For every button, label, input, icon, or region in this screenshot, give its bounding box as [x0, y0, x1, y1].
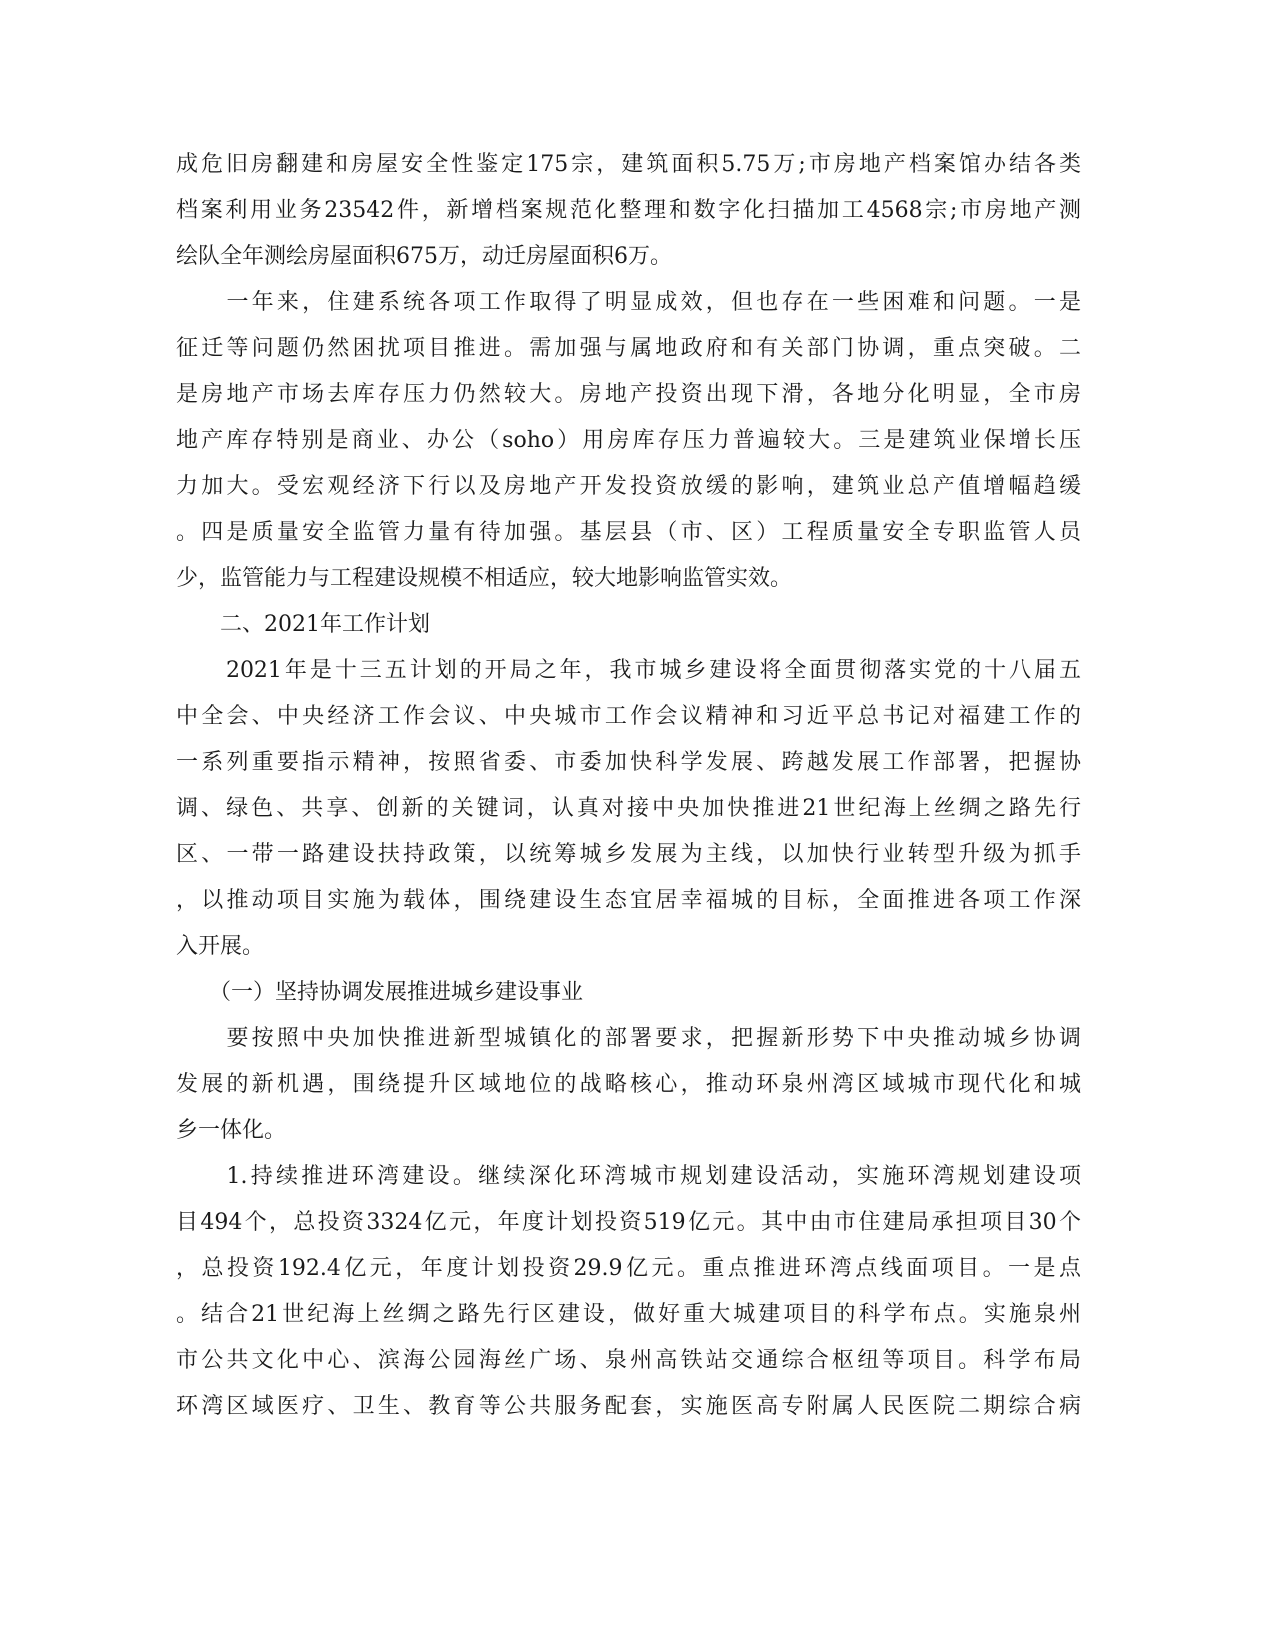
text-line: 市公共文化中心、滨海公园海丝广场、泉州高铁站交通综合枢纽等项目。科学布局 — [176, 1348, 1081, 1373]
text-line: 征迁等问题仍然困扰项目推进。需加强与属地政府和有关部门协调，重点突破。二 — [176, 336, 1081, 361]
text-line: 。结合21世纪海上丝绸之路先行区建设，做好重大城建项目的科学布点。实施泉州 — [176, 1302, 1081, 1327]
text-line: 区、一带一路建设扶持政策，以统筹城乡发展为主线，以加快行业转型升级为抓手 — [176, 842, 1081, 867]
text-line: 力加大。受宏观经济下行以及房地产开发投资放缓的影响，建筑业总产值增幅趋缓 — [176, 474, 1081, 499]
text-line: 一系列重要指示精神，按照省委、市委加快科学发展、跨越发展工作部署，把握协 — [176, 750, 1081, 775]
text-line: 入开展。 — [176, 934, 265, 959]
text-line: 绘队全年测绘房屋面积675万，动迁房屋面积6万。 — [176, 244, 672, 269]
text-line: 1.持续推进环湾建设。继续深化环湾城市规划建设活动，实施环湾规划建设项 — [176, 1164, 1081, 1189]
text-line: 调、绿色、共享、创新的关键词，认真对接中央加快推进21世纪海上丝绸之路先行 — [176, 796, 1081, 821]
text-line: 要按照中央加快推进新型城镇化的部署要求，把握新形势下中央推动城乡协调 — [176, 1026, 1081, 1051]
text-line: 发展的新机遇，围绕提升区域地位的战略核心，推动环泉州湾区域城市现代化和城 — [176, 1072, 1081, 1097]
subsection-heading: （一）坚持协调发展推进城乡建设事业 — [176, 980, 584, 1005]
section-heading: 二、2021年工作计划 — [176, 612, 430, 637]
text-line: 成危旧房翻建和房屋安全性鉴定175宗，建筑面积5.75万;市房地产档案馆办结各类 — [176, 152, 1081, 177]
text-line: 地产库存特别是商业、办公（soho）用房库存压力普遍较大。三是建筑业保增长压 — [176, 428, 1081, 453]
text-line: 。四是质量安全监管力量有待加强。基层县（市、区）工程质量安全专职监管人员 — [176, 520, 1081, 545]
text-line: 一年来，住建系统各项工作取得了明显成效，但也存在一些困难和问题。一是 — [176, 290, 1081, 315]
text-line: ，总投资192.4亿元，年度计划投资29.9亿元。重点推进环湾点线面项目。一是点 — [176, 1256, 1081, 1281]
text-line: 环湾区域医疗、卫生、教育等公共服务配套，实施医高专附属人民医院二期综合病 — [176, 1394, 1081, 1419]
text-line: 乡一体化。 — [176, 1118, 287, 1143]
document-body — [176, 142, 1081, 1430]
text-line: 档案利用业务23542件，新增档案规范化整理和数字化扫描加工4568宗;市房地产测 — [176, 198, 1081, 223]
text-line: 是房地产市场去库存压力仍然较大。房地产投资出现下滑，各地分化明显，全市房 — [176, 382, 1081, 407]
text-line: 目494个，总投资3324亿元，年度计划投资519亿元。其中由市住建局承担项目30个 — [176, 1210, 1081, 1235]
text-line: 中全会、中央经济工作会议、中央城市工作会议精神和习近平总书记对福建工作的 — [176, 704, 1081, 729]
text-line: ，以推动项目实施为载体，围绕建设生态宜居幸福城的目标，全面推进各项工作深 — [176, 888, 1081, 913]
text-line: 2021年是十三五计划的开局之年，我市城乡建设将全面贯彻落实党的十八届五 — [176, 658, 1081, 683]
text-line: 少，监管能力与工程建设规模不相适应，较大地影响监管实效。 — [176, 566, 793, 591]
